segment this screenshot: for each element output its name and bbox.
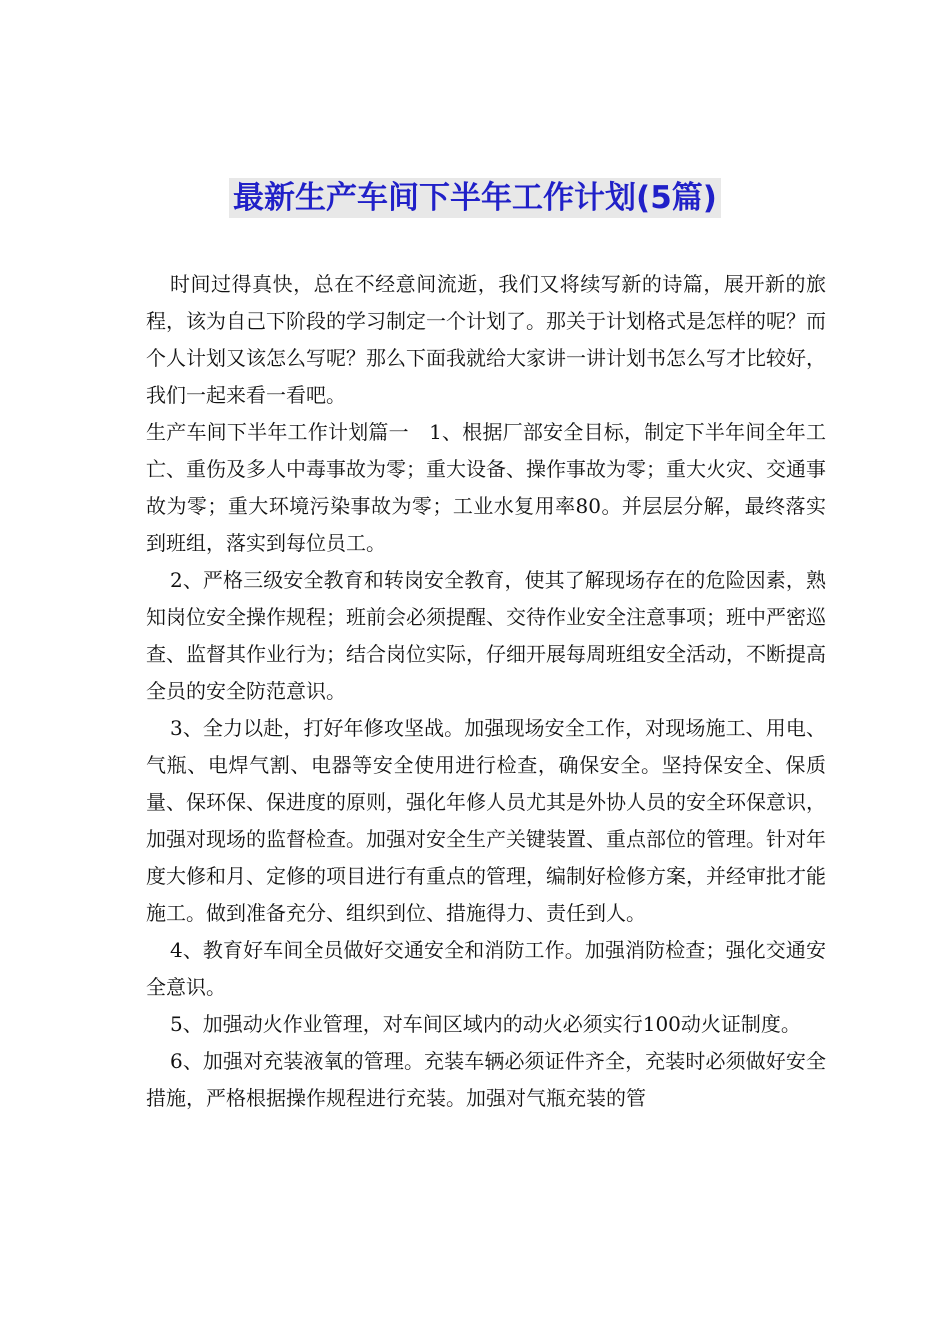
- section-paragraph-6: 6、加强对充装液氧的管理。充装车辆必须证件齐全，充装时必须做好安全措施，严格根据操作规程进行充装。加强对气瓶充装的管: [146, 1049, 826, 1110]
- section-paragraph-4: 4、教育好车间全员做好交通安全和消防工作。加强消防检查；强化交通安全意识。: [146, 938, 826, 999]
- section-paragraph-1: 生产车间下半年工作计划篇一 1、根据厂部安全目标，制定下半年间全年工亡、重伤及多人中毒事故为零；重大设备、操作事故为零；重大火灾、交通事故为零；重大环境污染事故为零；工业水复用率80。并层层分解，最终落实到班组，落实到每位员工。: [146, 420, 826, 555]
- section-paragraph-5: 5、加强动火作业管理，对车间区域内的动火必须实行100动火证制度。: [170, 1012, 801, 1036]
- intro-paragraph: 时间过得真快，总在不经意间流逝，我们又将续写新的诗篇，展开新的旅程，该为自己下阶段的学习制定一个计划了。那关于计划格式是怎样的呢？而个人计划又该怎么写呢？那么下面我就给大家讲一讲计划书怎么写才比较好，我们一起来看一看吧。: [146, 272, 826, 407]
- document-body: [146, 266, 826, 1117]
- section-paragraph-3: 3、全力以赴，打好年修攻坚战。加强现场安全工作，对现场施工、用电、气瓶、电焊气割、电器等安全使用进行检查，确保安全。坚持保安全、保质量、保环保、保进度的原则，强化年修人员尤其是外协人员的安全环保意识，加强对现场的监督检查。加强对安全生产关键装置、重点部位的管理。针对年度大修和月、定修的项目进行有重点的管理，编制好检修方案，并经审批才能施工。做到准备充分、组织到位、措施得力、责任到人。: [146, 716, 826, 925]
- title-container: [0, 178, 950, 218]
- section-paragraph-2: 2、严格三级安全教育和转岗安全教育，使其了解现场存在的危险因素，熟知岗位安全操作规程；班前会必须提醒、交待作业安全注意事项；班中严密巡查、监督其作业行为；结合岗位实际，仔细开展每周班组安全活动，不断提高全员的安全防范意识。: [146, 568, 826, 703]
- document-title: 最新生产车间下半年工作计划(5篇): [229, 178, 721, 218]
